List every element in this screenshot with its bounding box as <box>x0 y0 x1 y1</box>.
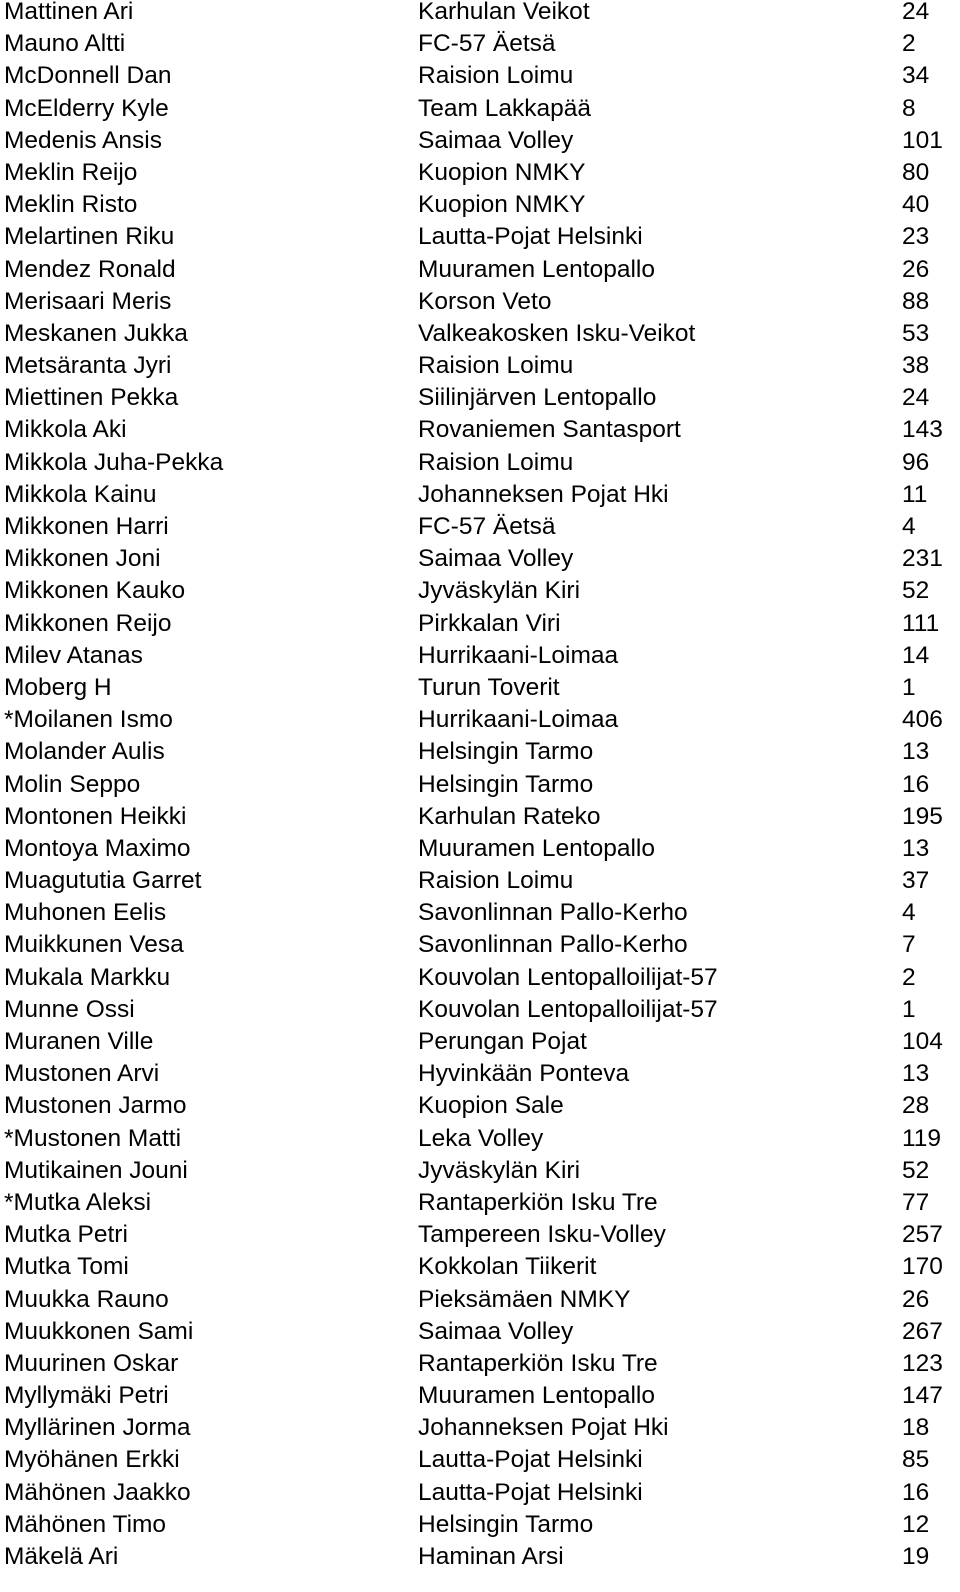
match-count: 38 <box>902 352 930 380</box>
list-item <box>0 736 960 768</box>
club-name: Johanneksen Pojat Hki <box>418 1414 669 1442</box>
club-name: Saimaa Volley <box>418 126 574 154</box>
match-count: 34 <box>902 62 930 90</box>
match-count: 267 <box>902 1317 943 1345</box>
match-count: 111 <box>902 609 940 637</box>
list-item <box>0 350 960 382</box>
list-item <box>0 769 960 801</box>
match-count: 123 <box>902 1349 943 1377</box>
match-count: 1 <box>902 995 916 1023</box>
list-item <box>0 1284 960 1316</box>
player-name: Milev Atanas <box>4 641 143 669</box>
list-item <box>0 1155 960 1187</box>
match-count: 80 <box>902 158 930 186</box>
list-item <box>0 1444 960 1476</box>
match-count: 195 <box>902 802 943 830</box>
list-item <box>0 1477 960 1509</box>
club-name: Kouvolan Lentopalloilijat-57 <box>418 995 718 1023</box>
club-name: Kuopion Sale <box>418 1092 564 1120</box>
match-count: 13 <box>902 1060 930 1088</box>
list-item <box>0 1316 960 1348</box>
match-count: 231 <box>902 545 943 573</box>
club-name: Raision Loimu <box>418 62 574 90</box>
player-name: Muukka Rauno <box>4 1285 169 1313</box>
list-item <box>0 1541 960 1573</box>
club-name: Perungan Pojat <box>418 1028 587 1055</box>
club-name: Rantaperkiön Isku Tre <box>418 1188 658 1216</box>
player-name: Muurinen Oskar <box>4 1349 179 1377</box>
list-item <box>0 1380 960 1412</box>
match-count: 16 <box>902 1478 930 1506</box>
list-item <box>0 286 960 318</box>
player-name: *Moilanen Ismo <box>4 706 173 734</box>
club-name: Korson Veto <box>418 287 552 315</box>
club-name: Hurrikaani-Loimaa <box>418 641 619 669</box>
player-name: Muhonen Eelis <box>4 899 167 927</box>
list-item <box>0 93 960 125</box>
list-item <box>0 157 960 189</box>
club-name: Muuramen Lentopallo <box>418 834 655 862</box>
player-name: Mutka Tomi <box>4 1253 129 1281</box>
club-name: Haminan Arsi <box>418 1543 564 1570</box>
list-item <box>0 704 960 736</box>
match-count: 52 <box>902 577 930 605</box>
match-count: 24 <box>902 384 930 412</box>
club-name: Lautta-Pojat Helsinki <box>418 1446 643 1474</box>
match-count: 13 <box>902 738 930 766</box>
club-name: Saimaa Volley <box>418 545 574 573</box>
match-count: 101 <box>902 126 943 154</box>
list-item <box>0 1219 960 1251</box>
match-count: 13 <box>902 834 930 862</box>
player-name: Mauno Altti <box>4 30 126 58</box>
club-name: Kouvolan Lentopalloilijat-57 <box>418 963 718 991</box>
club-name: Helsingin Tarmo <box>418 770 594 798</box>
club-name: Karhulan Veikot <box>418 0 590 25</box>
list-item <box>0 28 960 60</box>
club-name: Turun Toverit <box>418 673 560 701</box>
list-item <box>0 382 960 414</box>
match-count: 147 <box>902 1382 943 1410</box>
list-item <box>0 1348 960 1380</box>
match-count: 170 <box>902 1253 943 1281</box>
list-item <box>0 833 960 865</box>
list-item <box>0 1026 960 1058</box>
player-name: Myllärinen Jorma <box>4 1414 191 1442</box>
list-item <box>0 929 960 961</box>
list-item <box>0 1058 960 1090</box>
list-item <box>0 608 960 640</box>
player-name: Muukkonen Sami <box>4 1317 194 1345</box>
list-item <box>0 801 960 833</box>
club-name: Jyväskylän Kiri <box>418 1156 581 1184</box>
club-name: Raision Loimu <box>418 448 574 476</box>
player-name: Meklin Risto <box>4 191 138 219</box>
match-count: 14 <box>902 641 930 669</box>
list-item <box>0 1123 960 1155</box>
club-name: Helsingin Tarmo <box>418 738 594 766</box>
club-name: Muuramen Lentopallo <box>418 1382 655 1410</box>
club-name: Savonlinnan Pallo-Kerho <box>418 931 688 959</box>
player-name: Montoya Maximo <box>4 834 191 862</box>
club-name: Hurrikaani-Loimaa <box>418 706 619 734</box>
club-name: Muuramen Lentopallo <box>418 255 655 283</box>
player-name: Muagututia Garret <box>4 867 202 895</box>
player-name: Merisaari Meris <box>4 287 172 315</box>
player-name: Melartinen Riku <box>4 223 175 251</box>
match-count: 7 <box>902 931 916 959</box>
list-item <box>0 640 960 672</box>
list-item <box>0 125 960 157</box>
club-name: Lautta-Pojat Helsinki <box>418 1478 643 1506</box>
list-item <box>0 318 960 350</box>
match-count: 88 <box>902 287 930 315</box>
player-name: Mukala Markku <box>4 963 171 991</box>
club-name: Rantaperkiön Isku Tre <box>418 1349 658 1377</box>
player-name: Mähönen Timo <box>4 1510 167 1538</box>
player-name: *Mustonen Matti <box>4 1124 182 1152</box>
match-count: 23 <box>902 223 930 251</box>
club-name: Rovaniemen Santasport <box>418 416 681 444</box>
match-count: 19 <box>902 1543 930 1570</box>
match-count: 2 <box>902 963 916 991</box>
match-count: 18 <box>902 1414 930 1442</box>
player-name: Montonen Heikki <box>4 802 187 830</box>
club-name: Valkeakosken Isku-Veikot <box>418 319 696 347</box>
match-count: 52 <box>902 1156 930 1184</box>
player-name: Mähönen Jaakko <box>4 1478 191 1506</box>
match-count: 16 <box>902 770 930 798</box>
player-name: Meklin Reijo <box>4 158 138 186</box>
club-name: Helsingin Tarmo <box>418 1510 594 1538</box>
match-count: 257 <box>902 1221 943 1249</box>
player-name: Mikkonen Kauko <box>4 577 186 605</box>
match-count: 26 <box>902 255 930 283</box>
match-count: 53 <box>902 319 930 347</box>
player-name: Mikkonen Joni <box>4 545 161 573</box>
player-name: Mendez Ronald <box>4 255 176 283</box>
match-count: 1 <box>902 673 916 701</box>
player-name: Medenis Ansis <box>4 126 162 154</box>
match-count: 96 <box>902 448 930 476</box>
player-name: Muranen Ville <box>4 1028 154 1055</box>
match-count: 143 <box>902 416 943 444</box>
club-name: FC-57 Äetsä <box>418 30 556 58</box>
player-name: Myöhänen Erkki <box>4 1446 180 1474</box>
list-item <box>0 1412 960 1444</box>
player-name: Molin Seppo <box>4 770 141 798</box>
list-item <box>0 897 960 929</box>
player-name: Mattinen Ari <box>4 0 134 25</box>
club-name: Saimaa Volley <box>418 1317 574 1345</box>
club-name: Jyväskylän Kiri <box>418 577 581 605</box>
list-item <box>0 1251 960 1283</box>
match-count: 24 <box>902 0 930 25</box>
player-name: Munne Ossi <box>4 995 135 1023</box>
list-item <box>0 60 960 92</box>
player-name: Moberg H <box>4 673 112 701</box>
club-name: Karhulan Rateko <box>418 802 601 830</box>
club-name: Kokkolan Tiikerit <box>418 1253 597 1281</box>
player-name: Miettinen Pekka <box>4 384 179 412</box>
match-count: 11 <box>902 480 928 508</box>
player-name: Mikkonen Harri <box>4 513 169 540</box>
match-count: 28 <box>902 1092 930 1120</box>
list-item <box>0 1187 960 1219</box>
club-name: Siilinjärven Lentopallo <box>418 384 657 412</box>
club-name: Raision Loimu <box>418 867 574 895</box>
list-item <box>0 575 960 607</box>
player-name: Mikkola Aki <box>4 416 127 444</box>
player-name: Mutikainen Jouni <box>4 1156 188 1184</box>
match-count: 4 <box>902 899 916 927</box>
match-count: 26 <box>902 1285 930 1313</box>
club-name: Kuopion NMKY <box>418 158 586 186</box>
list-item <box>0 543 960 575</box>
club-name: FC-57 Äetsä <box>418 513 556 540</box>
match-count: 77 <box>902 1188 930 1216</box>
player-name: Mikkola Juha-Pekka <box>4 448 224 476</box>
match-count: 406 <box>902 706 943 734</box>
player-name: Mikkonen Reijo <box>4 609 172 637</box>
list-item <box>0 189 960 221</box>
player-name: Mikkola Kainu <box>4 480 157 508</box>
list-item <box>0 0 960 28</box>
player-name: Molander Aulis <box>4 738 165 766</box>
player-name: Mustonen Jarmo <box>4 1092 187 1120</box>
club-name: Lautta-Pojat Helsinki <box>418 223 643 251</box>
list-item <box>0 1509 960 1541</box>
player-name: Meskanen Jukka <box>4 319 188 347</box>
list-item <box>0 254 960 286</box>
player-name: McDonnell Dan <box>4 62 172 90</box>
club-name: Raision Loimu <box>418 352 574 380</box>
player-name: *Mutka Aleksi <box>4 1188 152 1216</box>
match-count: 37 <box>902 867 930 895</box>
match-count: 119 <box>902 1124 942 1152</box>
list-item <box>0 447 960 479</box>
club-name: Pieksämäen NMKY <box>418 1285 631 1313</box>
player-name: Muikkunen Vesa <box>4 931 184 959</box>
list-item <box>0 1090 960 1122</box>
list-item <box>0 672 960 704</box>
club-name: Hyvinkään Ponteva <box>418 1060 630 1088</box>
list-item <box>0 479 960 511</box>
club-name: Savonlinnan Pallo-Kerho <box>418 899 688 927</box>
list-item <box>0 414 960 446</box>
player-name: McElderry Kyle <box>4 94 169 122</box>
club-name: Kuopion NMKY <box>418 191 586 219</box>
match-count: 104 <box>902 1028 943 1055</box>
club-name: Leka Volley <box>418 1124 544 1152</box>
player-name: Mustonen Arvi <box>4 1060 160 1088</box>
player-name: Mutka Petri <box>4 1221 128 1249</box>
player-name: Metsäranta Jyri <box>4 352 172 380</box>
match-count: 2 <box>902 30 916 58</box>
list-item <box>0 962 960 994</box>
club-name: Team Lakkapää <box>418 94 591 122</box>
club-name: Johanneksen Pojat Hki <box>418 480 669 508</box>
match-count: 85 <box>902 1446 930 1474</box>
match-count: 12 <box>902 1510 930 1538</box>
match-count: 4 <box>902 513 916 540</box>
list-item <box>0 511 960 543</box>
list-item <box>0 865 960 897</box>
match-count: 8 <box>902 94 916 122</box>
player-name: Mäkelä Ari <box>4 1543 119 1570</box>
match-count: 40 <box>902 191 930 219</box>
list-item <box>0 221 960 253</box>
club-name: Tampereen Isku-Volley <box>418 1221 666 1249</box>
list-item <box>0 994 960 1026</box>
club-name: Pirkkalan Viri <box>418 609 561 637</box>
player-name: Myllymäki Petri <box>4 1382 169 1410</box>
